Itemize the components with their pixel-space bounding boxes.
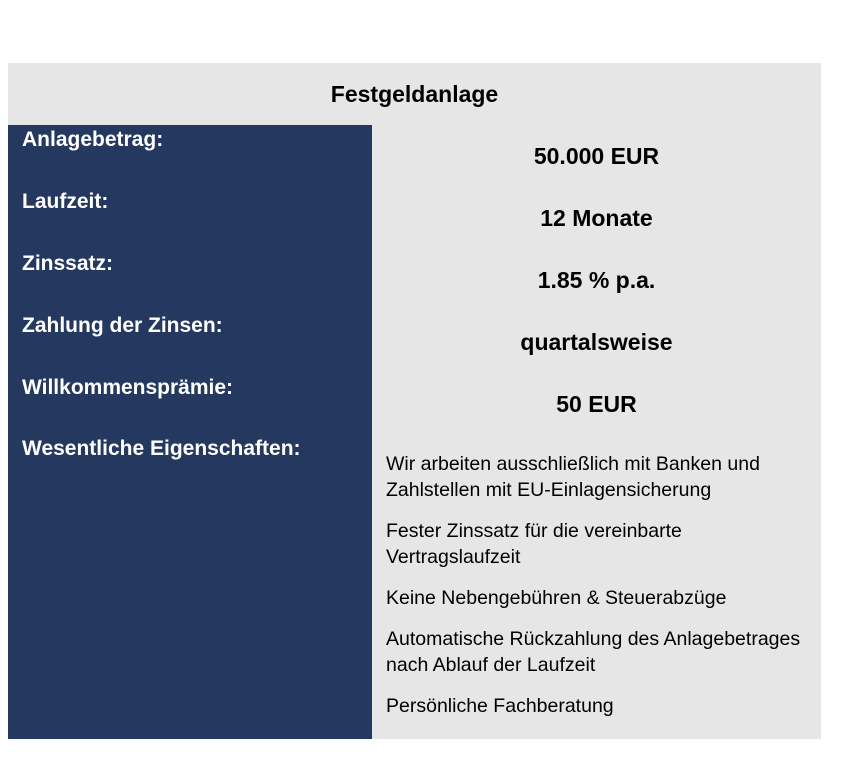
value-interest-payment: quartalsweise (520, 329, 673, 355)
label-interest-payment: Zahlung der Zinsen: (22, 314, 223, 337)
value-welcome-bonus: 50 EUR (556, 391, 637, 417)
label-welcome-bonus: Willkommensprämie: (22, 376, 234, 399)
value-investment-amount: 50.000 EUR (533, 143, 660, 169)
value-interest-rate: 1.85 % p.a. (537, 267, 656, 293)
list-item: Persönliche Fachberatung (386, 695, 614, 717)
label-column (8, 125, 372, 739)
list-item: Fester Zinssatz für die vereinbarte Vertragslaufzeit (386, 520, 682, 568)
list-item: Keine Nebengebühren & Steuerabzüge (386, 587, 727, 609)
label-term: Laufzeit: (22, 190, 109, 213)
card-title: Festgeldanlage (330, 80, 499, 107)
feature-list (386, 451, 811, 734)
label-interest-rate: Zinssatz: (22, 252, 114, 275)
list-item: Wir arbeiten ausschließlich mit Banken und Zahlstellen mit EU-Einlagensicherung (386, 453, 760, 501)
label-investment-amount: Anlagebetrag: (22, 128, 164, 151)
fixed-deposit-card (8, 63, 821, 739)
label-key-features: Wesentliche Eigenschaften: (22, 437, 301, 460)
list-item: Automatische Rückzahlung des Anlagebetrages nach Ablauf der Laufzeit (386, 628, 801, 676)
value-term: 12 Monate (540, 205, 653, 231)
